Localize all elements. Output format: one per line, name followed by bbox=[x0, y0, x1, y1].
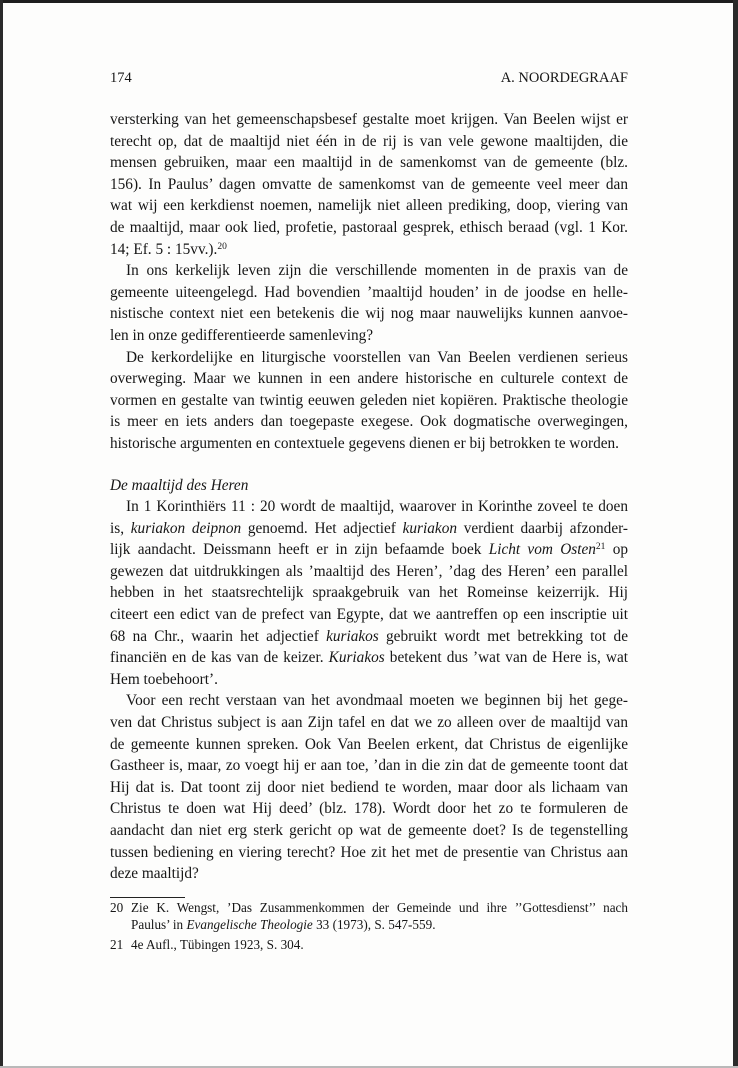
text-run: Gastheer is, maar, zo voegt hij er aan toe, ’dan in die zin dat de gemeente toont dat bbox=[110, 757, 628, 775]
text-line bbox=[110, 539, 628, 561]
text-run: Hem toebehoort’. bbox=[110, 670, 218, 688]
text-run: tussen bediening en viering terecht? Hoe zit het met de presentie van Christus aan bbox=[110, 843, 628, 861]
scan-edge-left bbox=[0, 0, 3, 1068]
italic-run: kuriakon bbox=[402, 519, 457, 537]
text-run: is meer en iets anders dan toegepaste exegese. Ook dogmatische overwegingen, bbox=[110, 413, 628, 431]
text-run: verdient daarbij afzonder- bbox=[457, 519, 629, 537]
footnote bbox=[110, 936, 628, 953]
footnote-text bbox=[131, 936, 628, 953]
text-line bbox=[131, 936, 628, 953]
body-text bbox=[110, 109, 628, 885]
text-run: In ons kerkelijk leven zijn die verschillende momenten in de praxis van de bbox=[126, 262, 628, 280]
text-line bbox=[110, 152, 628, 174]
text-line bbox=[110, 260, 628, 282]
paragraph bbox=[110, 496, 628, 690]
italic-run: kuriakon deipnon bbox=[130, 519, 242, 537]
text-line bbox=[110, 390, 628, 412]
text-line bbox=[110, 282, 628, 304]
text-run: Zie K. Wengst, ’Das Zusammenkommen der Gemeinde und ihre ’’Gottesdienst’’ nach bbox=[131, 900, 628, 915]
text-line bbox=[110, 755, 628, 777]
text-line bbox=[110, 604, 628, 626]
text-run: Paulus’ in bbox=[131, 917, 187, 932]
text-line bbox=[131, 916, 628, 933]
scan-edge-right bbox=[733, 0, 738, 1068]
running-head-author: A. NOORDEGRAAF bbox=[500, 70, 628, 86]
text-run: Christus te doen wat Hij deed’ (blz. 178). Wordt door het zo te formuleren de bbox=[110, 800, 628, 818]
text-line bbox=[110, 820, 628, 842]
text-run: vormen en gestalte van twintig eeuwen geleden niet kopiëren. Praktische theologie bbox=[110, 391, 628, 409]
text-run: wat wij een kerkdienst noemen, namelijk niet alleen prediking, doop, viering van bbox=[110, 197, 628, 215]
scan-edge-top bbox=[0, 0, 738, 3]
text-line bbox=[110, 734, 628, 756]
text-line bbox=[110, 217, 628, 239]
text-line bbox=[110, 109, 628, 131]
italic-run: Kuriakos bbox=[328, 649, 385, 667]
text-run: hebben in het staatsrechtelijk spraakgebruik van het Romeinse keizerrijk. Hij bbox=[110, 584, 628, 602]
text-line bbox=[110, 303, 628, 325]
text-run: gewezen dat uitdrukkingen als ’maaltijd des Heren’, ’dag des Heren’ een parallel bbox=[110, 562, 628, 580]
text-run: 156). In Paulus’ dagen omvatte de samenkomst van de gemeente veel meer dan bbox=[110, 175, 628, 193]
text-line bbox=[110, 411, 628, 433]
text-run: genoemd. Het adjectief bbox=[241, 519, 403, 537]
text-run: lijk aandacht. Deissmann heeft er in zijn befaamde boek bbox=[110, 541, 489, 559]
paragraph bbox=[110, 260, 628, 346]
text-run: aandacht dan niet erg sterk gericht op wat de gemeente doet? Is de tegenstelling bbox=[110, 822, 628, 839]
text-line bbox=[110, 690, 628, 712]
text-line bbox=[110, 433, 628, 455]
section-heading: De maaltijd des Heren bbox=[110, 476, 249, 494]
text-line bbox=[110, 863, 628, 885]
text-line bbox=[110, 626, 628, 648]
text-run: mensen gebruiken, maar een maaltijd in de samenkomst van de gemeente (blz. bbox=[110, 154, 628, 172]
text-run: financiën en de kas van de keizer. bbox=[110, 649, 329, 667]
footnote-reference: 21 bbox=[595, 542, 606, 553]
text-run: terecht op, dat de maaltijd niet één in de rij is van vele gewone maaltijden, die bbox=[110, 132, 628, 150]
text-run: citeert een edict van de prefect van Egypte, dat we aantreffen op een inscriptie uit bbox=[110, 606, 628, 624]
text-line bbox=[110, 518, 628, 540]
paragraph bbox=[110, 109, 628, 260]
text-line bbox=[110, 325, 628, 347]
text-run: versterking van het gemeenschapsbesef gestalte moet krijgen. Van Beelen wijst er bbox=[110, 111, 628, 128]
text-run: 4e Aufl., Tübingen 1923, S. 304. bbox=[131, 937, 304, 952]
paragraph bbox=[110, 347, 628, 455]
text-line bbox=[110, 561, 628, 583]
text-run: op bbox=[605, 541, 628, 559]
text-run: nistische context niet een betekenis die wij nog maar nauwelijks kunnen aanvoe- bbox=[110, 305, 628, 323]
text-run: Voor een recht verstaan van het avondmaal moeten we beginnen bij het gege- bbox=[126, 692, 628, 710]
text-run: historische argumenten en contextuele gegevens dienen er bij betrokken te worden. bbox=[110, 434, 620, 452]
page-number: 174 bbox=[110, 70, 132, 86]
paragraph bbox=[110, 690, 628, 884]
text-run: De kerkordelijke en liturgische voorstellen van Van Beelen verdienen serieus bbox=[126, 348, 628, 366]
text-line bbox=[110, 347, 628, 369]
running-header bbox=[110, 69, 628, 87]
text-run: betekent dus ’wat van de Here is, wat bbox=[384, 649, 628, 667]
footnote-separator bbox=[110, 897, 185, 898]
text-line bbox=[110, 712, 628, 734]
text-line bbox=[110, 131, 628, 153]
text-run: overweging. Maar we kunnen in een andere historische en culturele context de bbox=[110, 370, 628, 388]
text-run: 68 na Chr., waarin het adjectief bbox=[110, 627, 327, 645]
footnotes bbox=[110, 899, 628, 956]
text-run: gebruikt wordt met betrekking tot de bbox=[378, 627, 628, 645]
text-line bbox=[110, 798, 628, 820]
text-run: is, bbox=[110, 519, 131, 537]
italic-run: Licht vom Osten bbox=[488, 541, 596, 559]
text-line bbox=[110, 777, 628, 799]
text-line bbox=[110, 582, 628, 604]
footnote-number: 20 bbox=[110, 900, 124, 915]
text-line bbox=[131, 899, 628, 916]
text-run: Hij dat is. Dat toont zij door niet bediend te worden, maar door als lichaam van bbox=[110, 778, 628, 796]
text-run: In 1 Korinthiërs 11 : 20 wordt de maaltijd, waarover in Korinthe zoveel te doen bbox=[126, 498, 628, 516]
text-line bbox=[110, 496, 628, 518]
italic-run: Evangelische Theologie bbox=[186, 917, 313, 932]
footnote-number: 21 bbox=[110, 937, 124, 952]
text-line bbox=[110, 368, 628, 390]
text-run: de gemeente kunnen spreken. Ook Van Beelen erkent, dat Christus de eigenlijke bbox=[110, 735, 628, 753]
footnote-text bbox=[131, 899, 628, 933]
text-run: de maaltijd, maar ook lied, profetie, pastoraal gesprek, ethisch beraad (vgl. 1 Kor. bbox=[110, 218, 628, 236]
footnote bbox=[110, 899, 628, 933]
text-line bbox=[110, 195, 628, 217]
text-line bbox=[110, 174, 628, 196]
text-run: deze maaltijd? bbox=[110, 865, 199, 883]
text-line bbox=[110, 239, 628, 261]
text-run: 33 (1973), S. 547-559. bbox=[312, 917, 436, 932]
text-line bbox=[110, 647, 628, 669]
text-run: 14; Ef. 5 : 15vv.). bbox=[110, 240, 218, 258]
text-line bbox=[110, 842, 628, 864]
italic-run: kuriakos bbox=[326, 627, 379, 645]
text-run: gemeente uiteengelegd. Had bovendien ’maaltijd houden’ in de joodse en helle- bbox=[110, 283, 628, 301]
text-run: len in onze gedifferentieerde samenleving? bbox=[110, 326, 374, 344]
text-run: ven dat Christus subject is aan Zijn tafel en dat we zo alleen over de maaltijd van bbox=[110, 714, 628, 732]
footnote-reference: 20 bbox=[217, 241, 227, 252]
text-line bbox=[110, 669, 628, 691]
